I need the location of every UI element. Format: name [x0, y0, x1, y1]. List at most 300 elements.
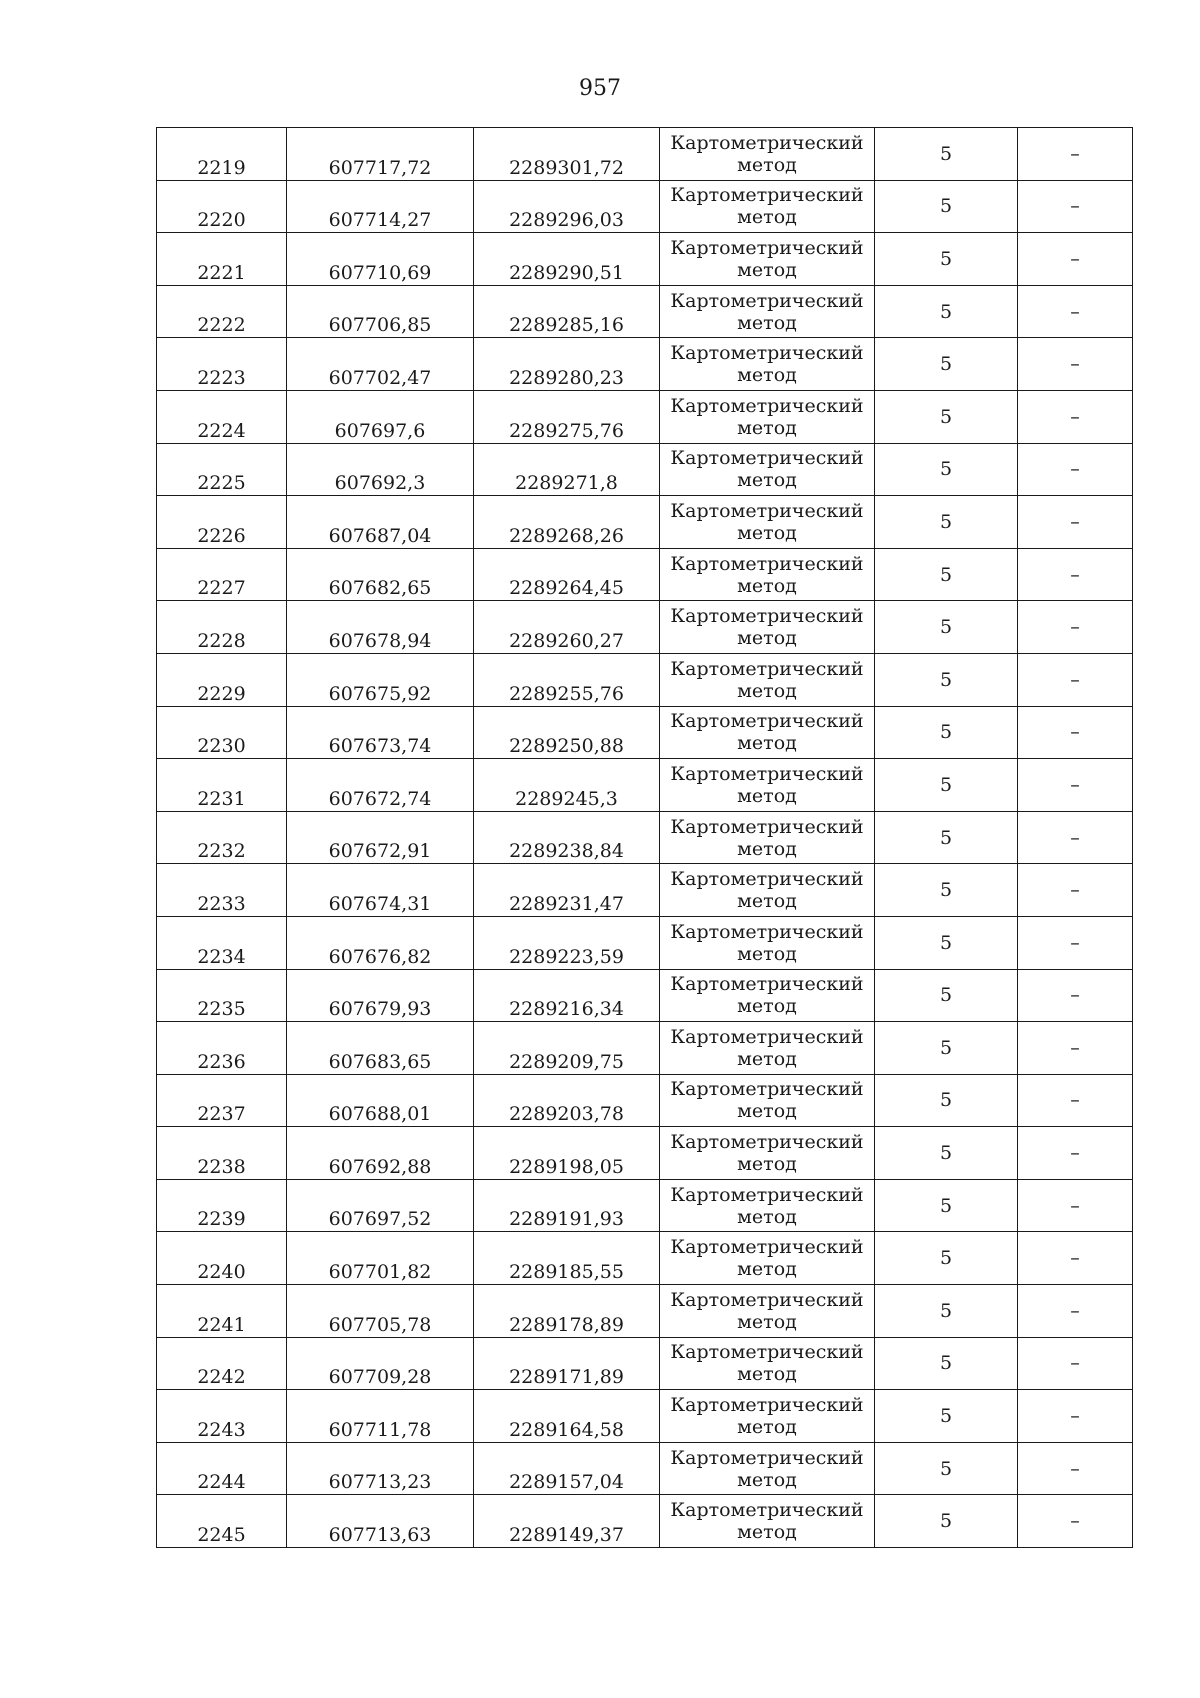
table-row — [157, 1074, 1133, 1127]
y-coordinate: 2289245,3 — [515, 787, 618, 810]
point-number-cell — [157, 128, 287, 181]
x-coordinate-cell — [287, 969, 474, 1022]
precision-value: 5 — [939, 1194, 953, 1217]
x-coordinate-cell — [287, 128, 474, 181]
description-value: – — [1070, 1510, 1080, 1533]
table-row — [157, 1022, 1133, 1075]
y-coordinate-cell — [474, 180, 660, 233]
point-number: 2241 — [197, 1313, 246, 1336]
point-number: 2229 — [197, 682, 246, 705]
method-line-1: Картометрический — [670, 1078, 864, 1101]
method-cell — [660, 811, 875, 864]
y-coordinate-cell — [474, 1285, 660, 1338]
precision-cell — [875, 180, 1018, 233]
table-row — [157, 916, 1133, 969]
x-coordinate-cell — [287, 1127, 474, 1180]
method-line-2: метод — [737, 995, 797, 1018]
method-cell — [660, 496, 875, 549]
method-line-1: Картометрический — [670, 1341, 864, 1364]
y-coordinate-cell — [474, 1495, 660, 1548]
point-number-cell — [157, 969, 287, 1022]
method-line-2: метод — [737, 732, 797, 755]
description-value: – — [1070, 1036, 1080, 1059]
precision-cell — [875, 548, 1018, 601]
table-row — [157, 653, 1133, 706]
description-value: – — [1070, 1089, 1080, 1112]
point-number: 2228 — [197, 629, 246, 652]
method-cell — [660, 338, 875, 391]
table-row — [157, 390, 1133, 443]
precision-cell — [875, 1232, 1018, 1285]
method-line-1: Картометрический — [670, 920, 864, 943]
point-number: 2230 — [197, 735, 246, 758]
description-cell — [1018, 864, 1133, 917]
x-coordinate: 607709,28 — [328, 1366, 432, 1389]
method-line-2: метод — [737, 1153, 797, 1176]
description-cell — [1018, 653, 1133, 706]
description-cell — [1018, 811, 1133, 864]
table-row — [157, 864, 1133, 917]
point-number-cell — [157, 443, 287, 496]
description-value: – — [1070, 984, 1080, 1007]
precision-cell — [875, 1442, 1018, 1495]
method-line-2: метод — [737, 942, 797, 965]
description-cell — [1018, 548, 1133, 601]
description-cell — [1018, 1127, 1133, 1180]
method-line-2: метод — [737, 574, 797, 597]
x-coordinate-cell — [287, 548, 474, 601]
y-coordinate-cell — [474, 653, 660, 706]
point-number: 2236 — [197, 1050, 246, 1073]
description-value: – — [1070, 879, 1080, 902]
method-cell — [660, 1179, 875, 1232]
description-value: – — [1070, 563, 1080, 586]
method-line-1: Картометрический — [670, 868, 864, 891]
point-number: 2219 — [197, 156, 246, 179]
y-coordinate: 2289149,37 — [509, 1524, 624, 1547]
precision-cell — [875, 706, 1018, 759]
method-cell — [660, 969, 875, 1022]
method-line-1: Картометрический — [670, 1499, 864, 1522]
y-coordinate-cell — [474, 390, 660, 443]
method-cell — [660, 864, 875, 917]
point-number-cell — [157, 548, 287, 601]
x-coordinate-cell — [287, 180, 474, 233]
table-row — [157, 1337, 1133, 1390]
method-cell — [660, 1442, 875, 1495]
x-coordinate: 607682,65 — [328, 577, 432, 600]
description-cell — [1018, 1442, 1133, 1495]
method-line-1: Картометрический — [670, 1236, 864, 1259]
method-cell — [660, 1127, 875, 1180]
description-cell — [1018, 969, 1133, 1022]
point-number: 2240 — [197, 1261, 246, 1284]
method-line-2: метод — [737, 521, 797, 544]
method-line-1: Картометрический — [670, 236, 864, 259]
precision-value: 5 — [939, 195, 953, 218]
method-cell — [660, 1390, 875, 1443]
method-cell — [660, 1022, 875, 1075]
method-cell — [660, 443, 875, 496]
y-coordinate: 2289250,88 — [509, 735, 624, 758]
method-line-2: метод — [737, 258, 797, 281]
y-coordinate: 2289209,75 — [509, 1050, 624, 1073]
point-number-cell — [157, 1074, 287, 1127]
y-coordinate-cell — [474, 548, 660, 601]
description-cell — [1018, 1232, 1133, 1285]
precision-value: 5 — [939, 300, 953, 323]
y-coordinate-cell — [474, 1127, 660, 1180]
precision-value: 5 — [939, 721, 953, 744]
table-row — [157, 601, 1133, 654]
x-coordinate-cell — [287, 1022, 474, 1075]
page-number: 957 — [579, 76, 621, 101]
method-line-1: Картометрический — [670, 184, 864, 207]
x-coordinate-cell — [287, 1179, 474, 1232]
table-row — [157, 285, 1133, 338]
precision-value: 5 — [939, 247, 953, 270]
description-cell — [1018, 128, 1133, 181]
y-coordinate-cell — [474, 1442, 660, 1495]
table-row — [157, 128, 1133, 181]
y-coordinate: 2289260,27 — [509, 629, 624, 652]
point-number-cell — [157, 1179, 287, 1232]
description-cell — [1018, 180, 1133, 233]
x-coordinate-cell — [287, 1232, 474, 1285]
precision-cell — [875, 233, 1018, 286]
point-number: 2232 — [197, 840, 246, 863]
x-coordinate-cell — [287, 390, 474, 443]
precision-cell — [875, 969, 1018, 1022]
description-cell — [1018, 496, 1133, 549]
method-line-2: метод — [737, 469, 797, 492]
point-number-cell — [157, 1495, 287, 1548]
point-number: 2226 — [197, 524, 246, 547]
x-coordinate: 607683,65 — [328, 1050, 432, 1073]
precision-value: 5 — [939, 879, 953, 902]
point-number: 2227 — [197, 577, 246, 600]
method-line-2: метод — [737, 837, 797, 860]
method-line-1: Картометрический — [670, 1394, 864, 1417]
point-number-cell — [157, 1337, 287, 1390]
table-row — [157, 1232, 1133, 1285]
description-value: – — [1070, 1352, 1080, 1375]
x-coordinate: 607676,82 — [328, 945, 432, 968]
precision-value: 5 — [939, 1247, 953, 1270]
method-line-1: Картометрический — [670, 394, 864, 417]
precision-value: 5 — [939, 510, 953, 533]
y-coordinate: 2289280,23 — [509, 366, 624, 389]
x-coordinate: 607697,6 — [334, 419, 426, 442]
x-coordinate-cell — [287, 1337, 474, 1390]
method-line-2: метод — [737, 206, 797, 229]
method-line-2: метод — [737, 1468, 797, 1491]
x-coordinate: 607672,74 — [328, 787, 432, 810]
y-coordinate: 2289164,58 — [509, 1418, 624, 1441]
point-number-cell — [157, 1285, 287, 1338]
precision-value: 5 — [939, 1457, 953, 1480]
x-coordinate-cell — [287, 759, 474, 812]
precision-cell — [875, 601, 1018, 654]
method-line-2: метод — [737, 1363, 797, 1386]
precision-value: 5 — [939, 1405, 953, 1428]
x-coordinate-cell — [287, 601, 474, 654]
y-coordinate-cell — [474, 1179, 660, 1232]
method-cell — [660, 601, 875, 654]
method-cell — [660, 653, 875, 706]
description-cell — [1018, 1390, 1133, 1443]
y-coordinate-cell — [474, 916, 660, 969]
method-cell — [660, 128, 875, 181]
method-cell — [660, 916, 875, 969]
method-line-1: Картометрический — [670, 657, 864, 680]
x-coordinate-cell — [287, 338, 474, 391]
method-cell — [660, 1285, 875, 1338]
description-cell — [1018, 1022, 1133, 1075]
point-number-cell — [157, 390, 287, 443]
point-number-cell — [157, 496, 287, 549]
method-cell — [660, 759, 875, 812]
method-cell — [660, 285, 875, 338]
x-coordinate-cell — [287, 1390, 474, 1443]
table-row — [157, 1127, 1133, 1180]
point-number: 2225 — [197, 472, 246, 495]
method-line-1: Картометрический — [670, 131, 864, 154]
table-row — [157, 1390, 1133, 1443]
point-number-cell — [157, 233, 287, 286]
precision-value: 5 — [939, 773, 953, 796]
y-coordinate-cell — [474, 233, 660, 286]
x-coordinate: 607679,93 — [328, 998, 432, 1021]
method-cell — [660, 390, 875, 443]
x-coordinate-cell — [287, 811, 474, 864]
method-line-2: метод — [737, 1416, 797, 1439]
method-line-2: метод — [737, 1047, 797, 1070]
x-coordinate-cell — [287, 1074, 474, 1127]
y-coordinate: 2289216,34 — [509, 998, 624, 1021]
x-coordinate: 607692,3 — [334, 472, 426, 495]
description-cell — [1018, 285, 1133, 338]
point-number: 2239 — [197, 1208, 246, 1231]
precision-cell — [875, 1074, 1018, 1127]
description-cell — [1018, 338, 1133, 391]
method-cell — [660, 180, 875, 233]
x-coordinate: 607673,74 — [328, 735, 432, 758]
y-coordinate-cell — [474, 1390, 660, 1443]
x-coordinate: 607687,04 — [328, 524, 432, 547]
y-coordinate: 2289171,89 — [509, 1366, 624, 1389]
precision-value: 5 — [939, 353, 953, 376]
point-number-cell — [157, 180, 287, 233]
y-coordinate-cell — [474, 496, 660, 549]
method-line-2: метод — [737, 1310, 797, 1333]
y-coordinate-cell — [474, 864, 660, 917]
y-coordinate-cell — [474, 1022, 660, 1075]
y-coordinate: 2289285,16 — [509, 314, 624, 337]
method-line-1: Картометрический — [670, 815, 864, 838]
method-line-2: метод — [737, 416, 797, 439]
method-line-1: Картометрический — [670, 342, 864, 365]
precision-value: 5 — [939, 1089, 953, 1112]
precision-cell — [875, 811, 1018, 864]
precision-cell — [875, 759, 1018, 812]
method-line-1: Картометрический — [670, 762, 864, 785]
method-line-1: Картометрический — [670, 1183, 864, 1206]
table-row — [157, 443, 1133, 496]
y-coordinate-cell — [474, 1337, 660, 1390]
x-coordinate: 607697,52 — [328, 1208, 432, 1231]
description-value: – — [1070, 247, 1080, 270]
method-line-2: метод — [737, 679, 797, 702]
point-number: 2243 — [197, 1418, 246, 1441]
precision-cell — [875, 864, 1018, 917]
y-coordinate: 2289231,47 — [509, 892, 624, 915]
point-number-cell — [157, 916, 287, 969]
point-number: 2220 — [197, 209, 246, 232]
precision-cell — [875, 1179, 1018, 1232]
precision-cell — [875, 443, 1018, 496]
y-coordinate-cell — [474, 338, 660, 391]
method-line-1: Картометрический — [670, 973, 864, 996]
x-coordinate-cell — [287, 285, 474, 338]
method-line-1: Картометрический — [670, 289, 864, 312]
x-coordinate: 607714,27 — [328, 209, 432, 232]
method-line-1: Картометрический — [670, 1025, 864, 1048]
y-coordinate: 2289223,59 — [509, 945, 624, 968]
description-value: – — [1070, 773, 1080, 796]
point-number-cell — [157, 1232, 287, 1285]
method-cell — [660, 548, 875, 601]
point-number-cell — [157, 653, 287, 706]
point-number-cell — [157, 1022, 287, 1075]
precision-value: 5 — [939, 563, 953, 586]
precision-cell — [875, 1127, 1018, 1180]
x-coordinate: 607713,63 — [328, 1524, 432, 1547]
x-coordinate-cell — [287, 1495, 474, 1548]
point-number-cell — [157, 285, 287, 338]
description-value: – — [1070, 826, 1080, 849]
method-line-1: Картометрический — [670, 499, 864, 522]
point-number: 2238 — [197, 1155, 246, 1178]
precision-cell — [875, 1337, 1018, 1390]
description-cell — [1018, 1074, 1133, 1127]
point-number: 2221 — [197, 261, 246, 284]
point-number: 2224 — [197, 419, 246, 442]
x-coordinate: 607672,91 — [328, 840, 432, 863]
x-coordinate: 607675,92 — [328, 682, 432, 705]
y-coordinate: 2289264,45 — [509, 577, 624, 600]
description-value: – — [1070, 1299, 1080, 1322]
point-number: 2235 — [197, 998, 246, 1021]
table-row — [157, 338, 1133, 391]
description-value: – — [1070, 1142, 1080, 1165]
x-coordinate: 607701,82 — [328, 1261, 432, 1284]
method-cell — [660, 1337, 875, 1390]
method-line-2: метод — [737, 1205, 797, 1228]
point-number: 2223 — [197, 366, 246, 389]
y-coordinate-cell — [474, 128, 660, 181]
point-number: 2233 — [197, 892, 246, 915]
method-line-2: метод — [737, 890, 797, 913]
precision-cell — [875, 916, 1018, 969]
description-value: – — [1070, 1194, 1080, 1217]
description-value: – — [1070, 721, 1080, 744]
method-line-2: метод — [737, 153, 797, 176]
point-number-cell — [157, 601, 287, 654]
method-line-2: метод — [737, 364, 797, 387]
y-coordinate-cell — [474, 1232, 660, 1285]
table-row — [157, 233, 1133, 286]
precision-cell — [875, 390, 1018, 443]
precision-value: 5 — [939, 668, 953, 691]
description-cell — [1018, 233, 1133, 286]
x-coordinate-cell — [287, 233, 474, 286]
y-coordinate-cell — [474, 969, 660, 1022]
description-cell — [1018, 759, 1133, 812]
precision-cell — [875, 285, 1018, 338]
precision-value: 5 — [939, 142, 953, 165]
precision-value: 5 — [939, 458, 953, 481]
description-value: – — [1070, 142, 1080, 165]
y-coordinate: 2289290,51 — [509, 261, 624, 284]
y-coordinate: 2289191,93 — [509, 1208, 624, 1231]
precision-cell — [875, 496, 1018, 549]
description-value: – — [1070, 1247, 1080, 1270]
point-number: 2242 — [197, 1366, 246, 1389]
description-value: – — [1070, 300, 1080, 323]
coordinates-table-body — [157, 128, 1133, 1548]
precision-value: 5 — [939, 984, 953, 1007]
precision-cell — [875, 1390, 1018, 1443]
table-row — [157, 1285, 1133, 1338]
precision-cell — [875, 128, 1018, 181]
description-value: – — [1070, 1405, 1080, 1428]
precision-value: 5 — [939, 1299, 953, 1322]
y-coordinate: 2289157,04 — [509, 1471, 624, 1494]
x-coordinate-cell — [287, 496, 474, 549]
y-coordinate: 2289268,26 — [509, 524, 624, 547]
x-coordinate-cell — [287, 706, 474, 759]
method-line-2: метод — [737, 784, 797, 807]
method-cell — [660, 1074, 875, 1127]
x-coordinate-cell — [287, 653, 474, 706]
description-value: – — [1070, 510, 1080, 533]
description-value: – — [1070, 1457, 1080, 1480]
y-coordinate: 2289301,72 — [509, 156, 624, 179]
precision-value: 5 — [939, 1142, 953, 1165]
point-number-cell — [157, 706, 287, 759]
point-number-cell — [157, 811, 287, 864]
y-coordinate: 2289255,76 — [509, 682, 624, 705]
x-coordinate-cell — [287, 1442, 474, 1495]
x-coordinate: 607705,78 — [328, 1313, 432, 1336]
coordinates-table — [156, 127, 1133, 1548]
point-number: 2231 — [197, 787, 246, 810]
y-coordinate-cell — [474, 601, 660, 654]
x-coordinate: 607706,85 — [328, 314, 432, 337]
method-line-2: метод — [737, 1521, 797, 1544]
method-line-2: метод — [737, 627, 797, 650]
x-coordinate: 607711,78 — [328, 1418, 432, 1441]
point-number-cell — [157, 864, 287, 917]
description-cell — [1018, 1179, 1133, 1232]
point-number: 2237 — [197, 1103, 246, 1126]
description-value: – — [1070, 668, 1080, 691]
precision-cell — [875, 1285, 1018, 1338]
table-row — [157, 969, 1133, 1022]
x-coordinate: 607688,01 — [328, 1103, 432, 1126]
description-value: – — [1070, 405, 1080, 428]
